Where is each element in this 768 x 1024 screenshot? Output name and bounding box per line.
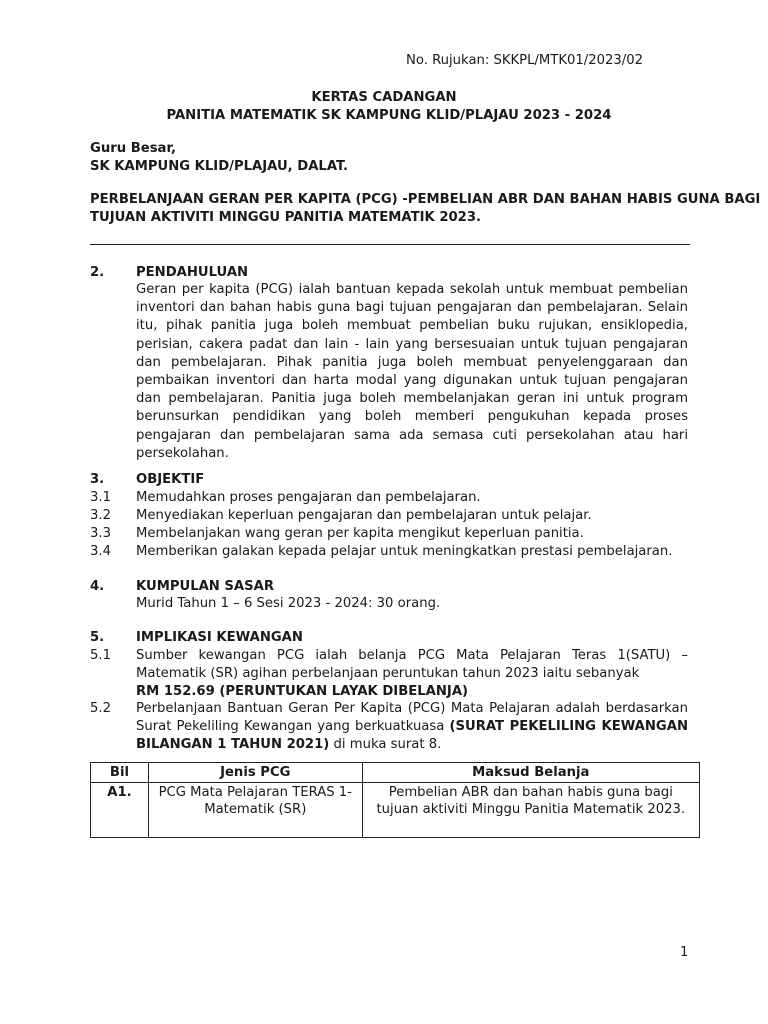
circular-tail: di muka surat 8. (333, 737, 442, 752)
list-item (136, 647, 688, 701)
column-header-jenis: Jenis PCG (148, 763, 362, 783)
table-cell-maksud: Pembelian ABR dan bahan habis guna bagi tujuan aktiviti Minggu Panitia Matematik 2023. (362, 783, 699, 838)
table-cell-bil: A1. (91, 783, 149, 838)
allocation-amount: RM 152.69 (PERUNTUKAN LAYAK DIBELANJA) (136, 684, 469, 699)
addressee-school: SK KAMPUNG KLID/PLAJAU, DALAT. (90, 159, 349, 174)
list-item-number: 5.2 (90, 701, 111, 716)
circular-reference: (SURAT PEKELILING KEWANGAN BILANGAN 1 TAHUN 2021) (136, 719, 688, 752)
section-body: Murid Tahun 1 – 6 Sesi 2023 - 2024: 30 orang. (136, 596, 441, 611)
section-heading: KUMPULAN SASAR (136, 579, 274, 594)
list-item-number: 3.4 (90, 544, 111, 559)
list-item (136, 700, 688, 754)
column-header-bil: Bil (91, 763, 149, 783)
section-body: Geran per kapita (PCG) ialah bantuan kepada sekolah untuk membuat pembelian inventori dan bahan habis guna bagi tujuan pengajaran dan pembelajaran. Selain itu, pihak panitia juga boleh membuat pembelian buku rujukan, ensiklopedia, perisian, cakera padat dan lain - lain yang bersesuaian untuk tujuan pengajaran dan pembelajaran. Pihak panitia juga boleh membuat penyelenggaraan dan pembaikan inventori dan harta modal yang digunakan untuk tujuan pengajaran dan pembelajaran. Panitia juga boleh membelanjakan geran ini untuk program berunsurkan pendidikan yang boleh memberi pengukuhan kepada proses pengajaran dan pembelajaran sama ada semasa cuti persekolahan atau hari persekolahan. (136, 282, 688, 461)
document-title: KERTAS CADANGAN (311, 90, 457, 105)
table-row (91, 783, 700, 838)
list-item-number: 3.3 (90, 526, 111, 541)
table-cell-jenis: PCG Mata Pelajaran TERAS 1- Matematik (SR) (148, 783, 362, 838)
list-item-number: 5.1 (90, 648, 111, 663)
list-item-number: 3.1 (90, 490, 111, 505)
list-item: Memudahkan proses pengajaran dan pembelajaran. (136, 490, 481, 505)
section-heading: PENDAHULUAN (136, 265, 249, 280)
subject-line-1: PERBELANJAAN GERAN PER KAPITA (PCG) -PEMBELIAN ABR DAN BAHAN HABIS GUNA BAGI (90, 192, 761, 207)
pcg-table (90, 762, 700, 838)
circular-text: Perbelanjaan Bantuan Geran Per Kapita (PCG) Mata Pelajaran adalah berdasarkan Surat Pekeliling Kewangan yang berkuatkuasa (136, 701, 688, 734)
section-number: 2. (90, 265, 105, 280)
list-item: Memberikan galakan kepada pelajar untuk meningkatkan prestasi pembelajaran. (136, 544, 673, 559)
section-heading: OBJEKTIF (136, 472, 205, 487)
list-item: Menyediakan keperluan pengajaran dan pembelajaran untuk pelajar. (136, 508, 592, 523)
document-subtitle: PANITIA MATEMATIK SK KAMPUNG KLID/PLAJAU 2023 - 2024 (166, 108, 612, 123)
section-number: 5. (90, 630, 105, 645)
list-item-number: 3.2 (90, 508, 111, 523)
column-header-maksud: Maksud Belanja (362, 763, 699, 783)
subject-line-2: TUJUAN AKTIVITI MINGGU PANITIA MATEMATIK 2023. (90, 210, 482, 225)
table-header-row (91, 763, 700, 783)
reference-number: No. Rujukan: SKKPL/MTK01/2023/02 (406, 53, 644, 68)
section-number: 3. (90, 472, 105, 487)
addressee-title: Guru Besar, (90, 141, 177, 156)
section-heading: IMPLIKASI KEWANGAN (136, 630, 303, 645)
list-item: Membelanjakan wang geran per kapita mengikut keperluan panitia. (136, 526, 584, 541)
funding-source-text: Sumber kewangan PCG ialah belanja PCG Mata Pelajaran Teras 1(SATU) – Matematik (SR) agihan perbelanjaan peruntukan tahun 2023 iaitu sebanyak (136, 648, 688, 681)
divider (90, 244, 690, 245)
page-number: 1 (680, 945, 689, 960)
section-number: 4. (90, 579, 105, 594)
